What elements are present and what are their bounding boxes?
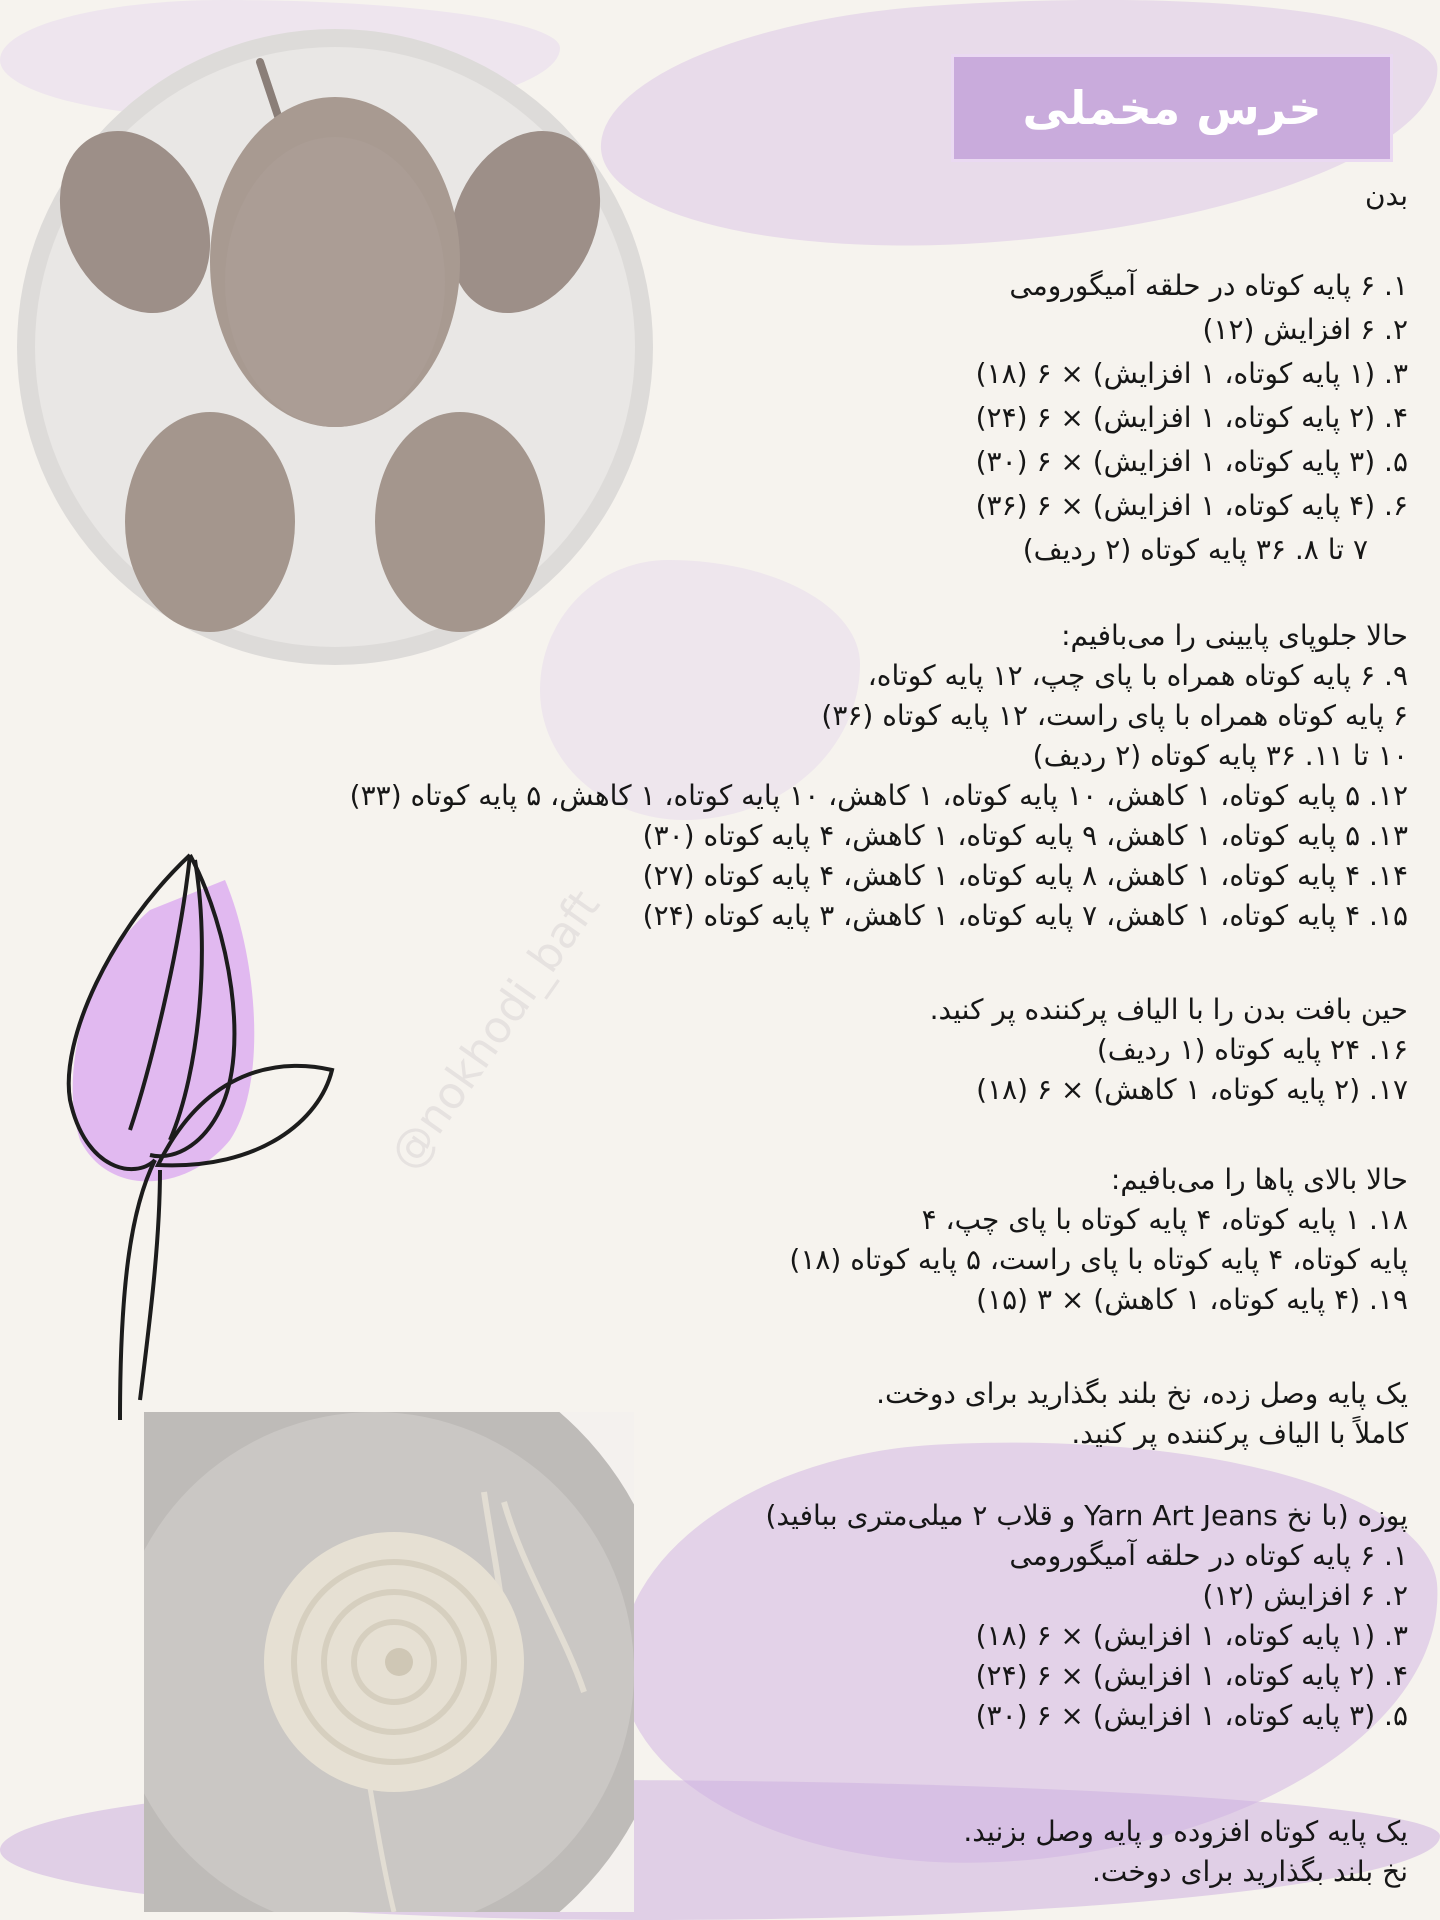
instruction-row: ۱۵. ۴ پایه کوتاه، ۱ کاهش، ۷ پایه کوتاه، ۱ کاهش، ۳ پایه کوتاه (۲۴) [642, 899, 1408, 932]
body-instructions-b [350, 616, 1408, 936]
instruction-row: ۷ تا ۸. ۳۶ پایه کوتاه (۲ ردیف) [1022, 533, 1368, 566]
instruction-row: ۱۳. ۵ پایه کوتاه، ۱ کاهش، ۹ پایه کوتاه، ۱ کاهش، ۴ پایه کوتاه (۳۰) [642, 819, 1408, 852]
page-title-box [951, 54, 1393, 162]
instruction-row: پایه کوتاه، ۴ پایه کوتاه با پای راست، ۵ پایه کوتاه (۱۸) [789, 1243, 1408, 1276]
instruction-row: ۱۶. ۲۴ پایه کوتاه (۱ ردیف) [1096, 1033, 1408, 1066]
bear-photo [10, 22, 660, 672]
instruction-row: ۹. ۶ پایه کوتاه همراه با پای چپ، ۱۲ پایه کوتاه، [867, 659, 1408, 692]
tulip-illustration [40, 840, 360, 1420]
instruction-row: ۲. ۶ افزایش (۱۲) [1202, 313, 1408, 346]
instruction-row: حالا بالای پاها را می‌بافیم: [1110, 1163, 1408, 1196]
instruction-row: ۵. (۳ پایه کوتاه، ۱ افزایش) × ۶ (۳۰) [975, 445, 1408, 478]
body-instructions-a [976, 264, 1408, 572]
instruction-row: ۶ پایه کوتاه همراه با پای راست، ۱۲ پایه کوتاه (۳۶) [821, 699, 1408, 732]
body-instructions-c [930, 990, 1408, 1110]
instruction-row: ۲. ۶ افزایش (۱۲) [1202, 1579, 1408, 1612]
instruction-row: ۳. (۱ پایه کوتاه، ۱ افزایش) × ۶ (۱۸) [975, 357, 1408, 390]
muzzle-instructions [766, 1496, 1409, 1736]
instruction-row: ۵. (۳ پایه کوتاه، ۱ افزایش) × ۶ (۳۰) [975, 1699, 1408, 1732]
instruction-row: ۴. (۲ پایه کوتاه، ۱ افزایش) × ۶ (۲۴) [975, 1659, 1408, 1692]
section-heading: بدن [1364, 179, 1408, 212]
section-heading-body [1365, 176, 1408, 216]
section-heading-muzzle: پوزه (با نخ Yarn Art Jeans و قلاب ۲ میلی‌متری ببافید) [765, 1499, 1408, 1532]
body-instructions-d [789, 1160, 1408, 1320]
instruction-row: نخ بلند بگذارید برای دوخت. [1091, 1855, 1408, 1888]
watermark: @nokhodi_baft [380, 881, 610, 1180]
instruction-row: یک پایه وصل زده، نخ بلند بگذارید برای دوخت. [876, 1377, 1408, 1410]
instruction-row: ۶. (۴ پایه کوتاه، ۱ افزایش) × ۶ (۳۶) [975, 489, 1408, 522]
instruction-row: ۱۷. (۲ پایه کوتاه، ۱ کاهش) × ۶ (۱۸) [976, 1073, 1408, 1106]
instruction-row: ۱۴. ۴ پایه کوتاه، ۱ کاهش، ۸ پایه کوتاه، ۱ کاهش، ۴ پایه کوتاه (۲۷) [642, 859, 1408, 892]
instruction-row: ۱۲. ۵ پایه کوتاه، ۱ کاهش، ۱۰ پایه کوتاه، ۱ کاهش، ۱۰ پایه کوتاه، ۱ کاهش، ۵ پایه کوتاه (۳۳) [349, 779, 1408, 812]
instruction-row: ۴. (۲ پایه کوتاه، ۱ افزایش) × ۶ (۲۴) [975, 401, 1408, 434]
instruction-row: ۳. (۱ پایه کوتاه، ۱ افزایش) × ۶ (۱۸) [975, 1619, 1408, 1652]
instruction-row: حین بافت بدن را با الیاف پرکننده پر کنید. [929, 993, 1408, 1026]
instruction-row: کاملاً با الیاف پرکننده پر کنید. [1071, 1417, 1408, 1450]
instruction-row: حالا جلوپای پایینی را می‌بافیم: [1061, 619, 1408, 652]
page-title: خرس مخملی [1022, 81, 1322, 135]
muzzle-finish [963, 1812, 1408, 1892]
muzzle-photo [144, 1412, 634, 1912]
instruction-row: ۱۰ تا ۱۱. ۳۶ پایه کوتاه (۲ ردیف) [1032, 739, 1408, 772]
instruction-row: ۱. ۶ پایه کوتاه در حلقه آمیگورومی [1009, 1539, 1408, 1572]
instruction-row: ۱. ۶ پایه کوتاه در حلقه آمیگورومی [1009, 269, 1408, 302]
instruction-row: یک پایه کوتاه افزوده و پایه وصل بزنید. [963, 1815, 1408, 1848]
instruction-row: ۱۹. (۴ پایه کوتاه، ۱ کاهش) × ۳ (۱۵) [976, 1283, 1408, 1316]
instruction-row: ۱۸. ۱ پایه کوتاه، ۴ پایه کوتاه با پای چپ، ۴ [921, 1203, 1408, 1236]
body-instructions-e [876, 1374, 1408, 1454]
